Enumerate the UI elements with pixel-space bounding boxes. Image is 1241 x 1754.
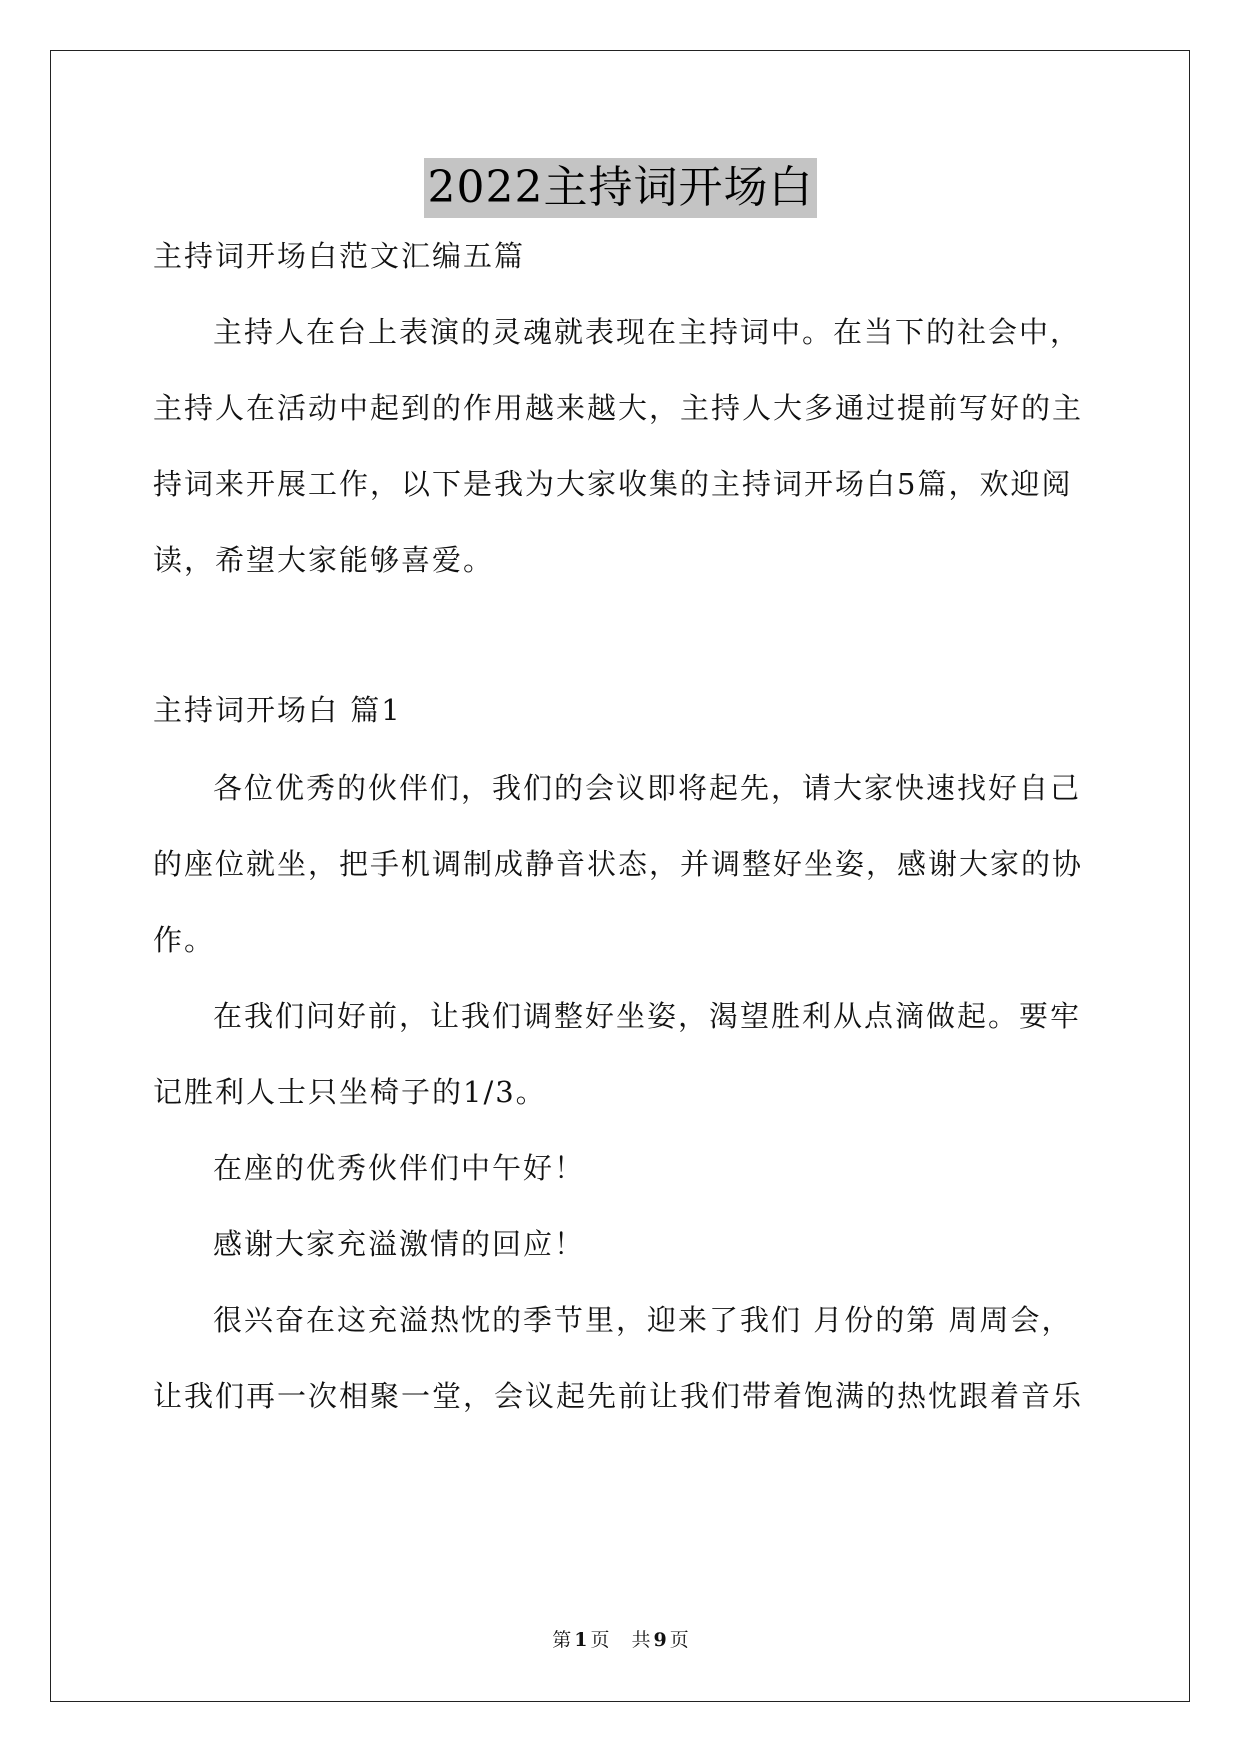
body-line: 记胜利人士只坐椅子的1/3。 (153, 1075, 547, 1109)
footer-total-suffix: 页 (669, 1629, 689, 1651)
page-footer (0, 1628, 1241, 1652)
footer-page-suffix: 页 (590, 1629, 610, 1651)
body-line: 各位优秀的伙伴们，我们的会议即将起先，请大家快速找好自己 (213, 771, 1082, 805)
footer-total-prefix: 共 (631, 1629, 651, 1651)
title-container (0, 158, 1241, 218)
intro-line: 持词来开展工作，以下是我为大家收集的主持词开场白5篇，欢迎阅 (153, 467, 1073, 501)
intro-line: 主持人在台上表演的灵魂就表现在主持词中。在当下的社会中， (213, 315, 1082, 349)
intro-line: 读，希望大家能够喜爱。 (153, 543, 495, 577)
body-line: 在座的优秀伙伴们中午好！ (213, 1151, 586, 1185)
body-line: 在我们问好前，让我们调整好坐姿，渴望胜利从点滴做起。要牢 (213, 999, 1082, 1033)
intro-line: 主持人在活动中起到的作用越来越大，主持人大多通过提前写好的主 (153, 391, 1084, 425)
document-title: 2022主持词开场白 (424, 158, 818, 218)
body-line: 让我们再一次相聚一堂，会议起先前让我们带着饱满的热忱跟着音乐 (153, 1379, 1084, 1413)
current-page-number: 1 (574, 1629, 588, 1651)
body-line: 很兴奋在这充溢热忱的季节里，迎来了我们 月份的第 周周会， (213, 1303, 1073, 1337)
footer-prefix: 第 (552, 1629, 572, 1651)
body-line: 作。 (153, 923, 216, 957)
body-line: 的座位就坐，把手机调制成静音状态，并调整好坐姿，感谢大家的协 (153, 847, 1084, 881)
section-heading: 主持词开场白 篇1 (153, 693, 402, 727)
total-pages-number: 9 (653, 1629, 667, 1651)
document-subtitle: 主持词开场白范文汇编五篇 (153, 239, 526, 273)
body-line: 感谢大家充溢激情的回应！ (213, 1227, 586, 1261)
